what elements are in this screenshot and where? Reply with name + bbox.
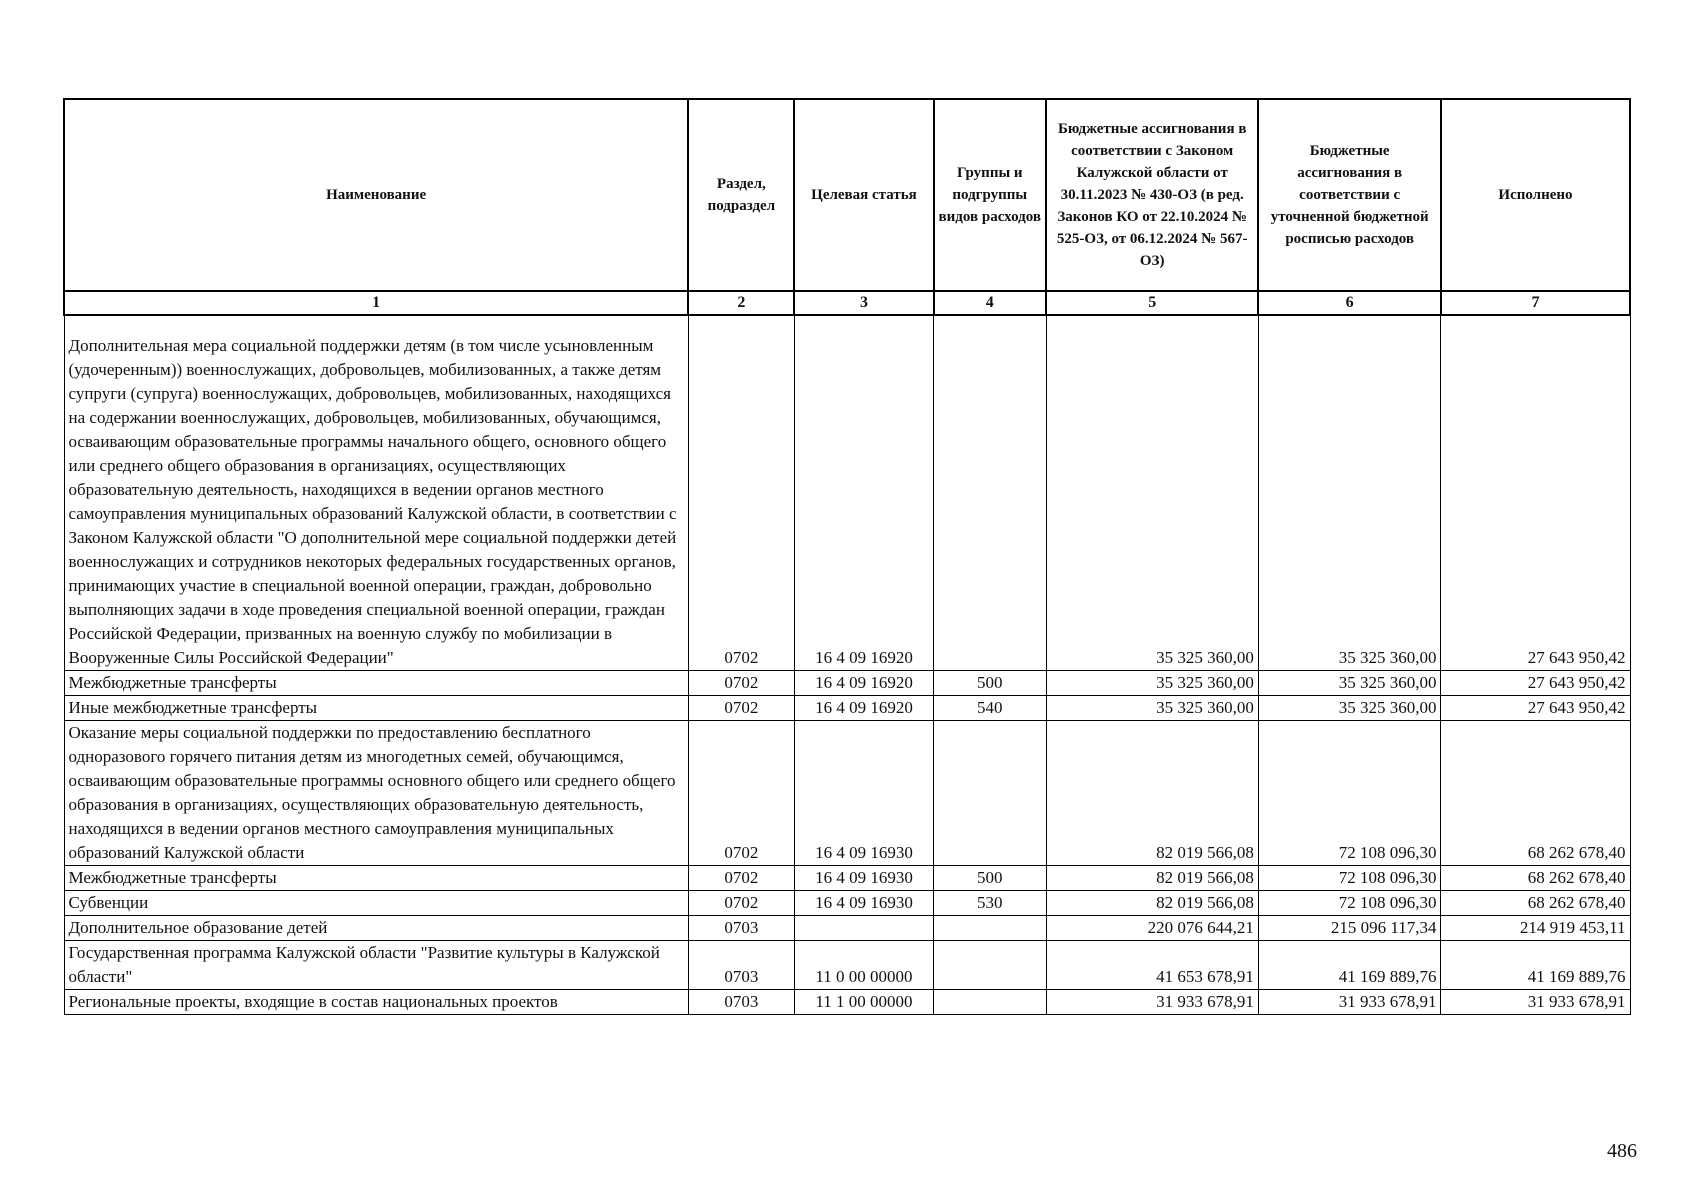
row-target: 16 4 09 16930 (794, 891, 933, 916)
table-row (64, 334, 1630, 671)
column-number: 7 (1441, 291, 1630, 315)
page-number: 486 (1607, 1140, 1637, 1162)
row-section: 0702 (688, 696, 794, 721)
column-number: 6 (1258, 291, 1441, 315)
row-section: 0702 (688, 721, 794, 866)
row-executed: 41 169 889,76 (1441, 941, 1630, 990)
row-name: Региональные проекты, входящие в состав национальных проектов (64, 990, 688, 1015)
row-law-allocation: 35 325 360,00 (1046, 696, 1258, 721)
row-law-allocation: 82 019 566,08 (1046, 721, 1258, 866)
header-executed: Исполнено (1441, 99, 1630, 291)
row-name: Дополнительная мера социальной поддержки детям (в том числе усыновленным (удочеренным)) военнослужащих, добровольцев, мобилизованных, а также детям супруги (супруга) военнослужащих, добровольцев, мобилизованных, находящихся на содержании военнослужащих, добровольцев, мобилизованных, обучающимся, осваивающим образовательные программы начального общего, основного общего или среднего общего образования в организациях, осуществляющих образовательную деятельность, находящихся в ведении органов местного самоуправления муниципальных образований Калужской области, в соответствии с Законом Калужской области "О дополнительной мере социальной поддержки детей военнослужащих и сотрудников некоторых федеральных государственных органов, принимающих участие в специальной военной операции, граждан, добровольно выполняющих задачи в ходе проведения специальной военной операции, граждан Российской Федерации, призванных на военную службу по мобилизации в Вооруженные Силы Российской Федерации" (64, 334, 688, 671)
header-target: Целевая статья (794, 99, 933, 291)
row-refined-allocation: 31 933 678,91 (1258, 990, 1441, 1015)
row-refined-allocation: 35 325 360,00 (1258, 334, 1441, 671)
column-number: 5 (1046, 291, 1258, 315)
table-row (64, 721, 1630, 866)
row-refined-allocation: 35 325 360,00 (1258, 696, 1441, 721)
row-executed: 27 643 950,42 (1441, 696, 1630, 721)
row-refined-allocation: 41 169 889,76 (1258, 941, 1441, 990)
row-section: 0702 (688, 866, 794, 891)
row-executed: 68 262 678,40 (1441, 721, 1630, 866)
row-name: Межбюджетные трансферты (64, 866, 688, 891)
row-refined-allocation: 72 108 096,30 (1258, 721, 1441, 866)
row-refined-allocation: 72 108 096,30 (1258, 891, 1441, 916)
row-target: 11 1 00 00000 (794, 990, 933, 1015)
row-executed: 27 643 950,42 (1441, 334, 1630, 671)
row-law-allocation: 35 325 360,00 (1046, 671, 1258, 696)
row-group: 540 (934, 696, 1047, 721)
row-refined-allocation: 215 096 117,34 (1258, 916, 1441, 941)
row-refined-allocation: 72 108 096,30 (1258, 866, 1441, 891)
table-row (64, 696, 1630, 721)
row-name: Дополнительное образование детей (64, 916, 688, 941)
row-law-allocation: 31 933 678,91 (1046, 990, 1258, 1015)
column-number: 3 (794, 291, 933, 315)
row-group (934, 334, 1047, 671)
row-target: 16 4 09 16920 (794, 671, 933, 696)
row-executed: 31 933 678,91 (1441, 990, 1630, 1015)
row-group: 530 (934, 891, 1047, 916)
row-section: 0702 (688, 671, 794, 696)
header-refined-allocation: Бюджетные ассигнования в соответствии с уточненной бюджетной росписью расходов (1258, 99, 1441, 291)
row-section: 0703 (688, 990, 794, 1015)
row-executed: 27 643 950,42 (1441, 671, 1630, 696)
row-refined-allocation: 35 325 360,00 (1258, 671, 1441, 696)
spacer-row (64, 315, 1630, 334)
header-row (64, 99, 1630, 291)
table-row (64, 916, 1630, 941)
row-executed: 68 262 678,40 (1441, 891, 1630, 916)
row-executed: 68 262 678,40 (1441, 866, 1630, 891)
row-section: 0702 (688, 891, 794, 916)
row-section: 0703 (688, 916, 794, 941)
row-group: 500 (934, 671, 1047, 696)
row-group (934, 941, 1047, 990)
row-target: 11 0 00 00000 (794, 941, 933, 990)
header-law-allocation: Бюджетные ассигнования в соответствии с Законом Калужской области от 30.11.2023 № 430-ОЗ (в ред. Законов КО от 22.10.2024 № 525-ОЗ, от 06.12.2024 № 567-ОЗ) (1046, 99, 1258, 291)
table-row (64, 866, 1630, 891)
row-section: 0703 (688, 941, 794, 990)
row-law-allocation: 35 325 360,00 (1046, 334, 1258, 671)
row-name: Оказание меры социальной поддержки по предоставлению бесплатного одноразового горячего питания детям из многодетных семей, обучающимся, осваивающим образовательные программы основного общего или среднего общего образования в организациях, осуществляющих образовательную деятельность, находящихся в ведении органов местного самоуправления муниципальных образований Калужской области (64, 721, 688, 866)
row-executed: 214 919 453,11 (1441, 916, 1630, 941)
header-section: Раздел, подраздел (688, 99, 794, 291)
row-target (794, 916, 933, 941)
header-group: Группы и подгруппы видов расходов (934, 99, 1047, 291)
table-row (64, 941, 1630, 990)
row-group (934, 721, 1047, 866)
header-name: Наименование (64, 99, 688, 291)
row-target: 16 4 09 16920 (794, 334, 933, 671)
row-target: 16 4 09 16930 (794, 866, 933, 891)
row-section: 0702 (688, 334, 794, 671)
row-group (934, 990, 1047, 1015)
row-law-allocation: 82 019 566,08 (1046, 891, 1258, 916)
row-name: Субвенции (64, 891, 688, 916)
row-law-allocation: 220 076 644,21 (1046, 916, 1258, 941)
row-target: 16 4 09 16920 (794, 696, 933, 721)
column-number: 4 (934, 291, 1047, 315)
table-row (64, 990, 1630, 1015)
row-law-allocation: 82 019 566,08 (1046, 866, 1258, 891)
row-group (934, 916, 1047, 941)
row-group: 500 (934, 866, 1047, 891)
row-name: Государственная программа Калужской области "Развитие культуры в Калужской области" (64, 941, 688, 990)
column-number-row (64, 291, 1630, 315)
column-number: 1 (64, 291, 688, 315)
table-row (64, 671, 1630, 696)
column-number: 2 (688, 291, 794, 315)
row-name: Иные межбюджетные трансферты (64, 696, 688, 721)
budget-table (63, 98, 1631, 1015)
row-target: 16 4 09 16930 (794, 721, 933, 866)
table-row (64, 891, 1630, 916)
row-name: Межбюджетные трансферты (64, 671, 688, 696)
row-law-allocation: 41 653 678,91 (1046, 941, 1258, 990)
